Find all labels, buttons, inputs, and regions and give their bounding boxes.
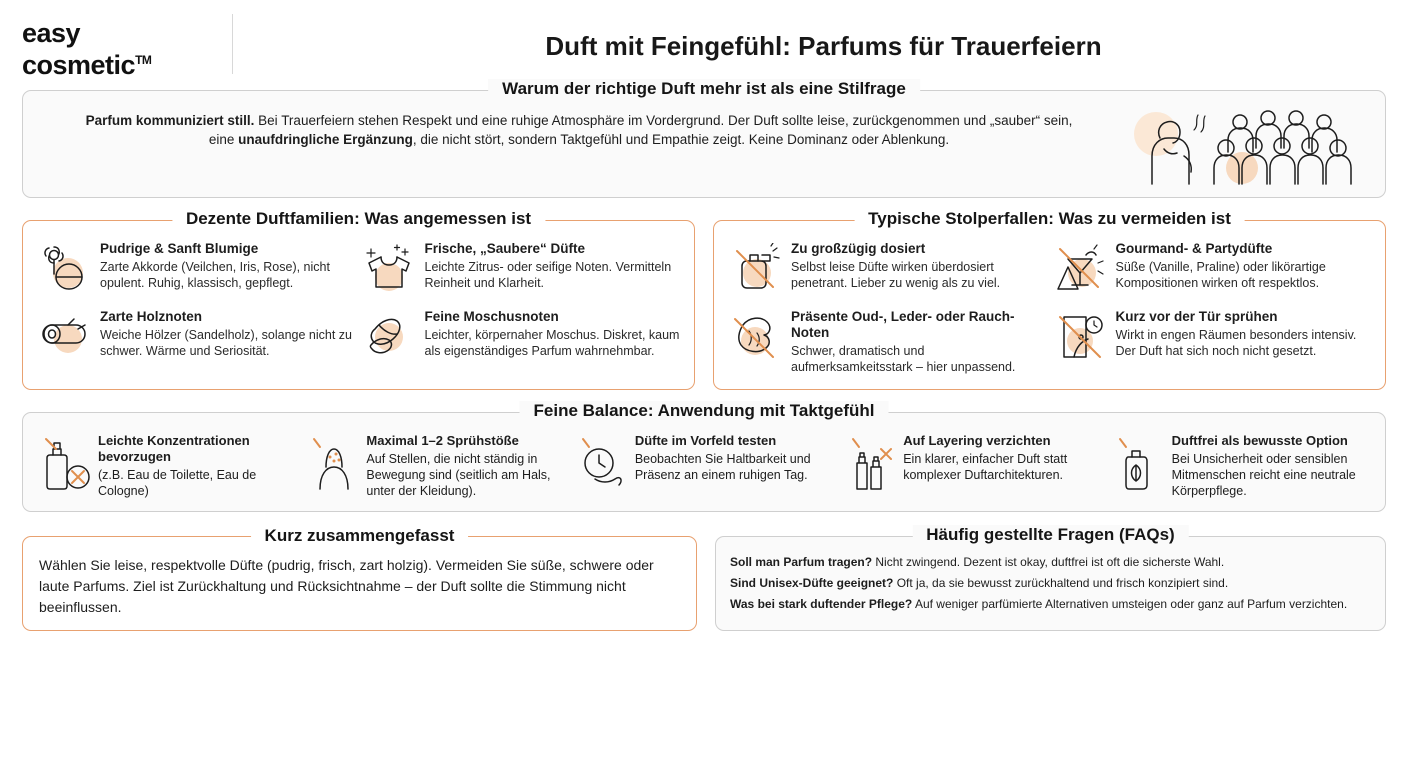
- page-title: Duft mit Feingefühl: Parfums für Trauerfeiern: [545, 30, 1102, 61]
- smoke-leather-crossed-icon: [728, 309, 782, 375]
- faq-question: Sind Unisex-Düfte geeignet?: [730, 576, 894, 590]
- families-col-left: [37, 241, 356, 375]
- spray-at-door-crossed-icon: [1053, 309, 1107, 361]
- list-item: [37, 241, 356, 293]
- item-body: Süße (Vanille, Praline) oder likörartige Kompositionen wirken oft respektlos.: [1115, 260, 1326, 290]
- header-title-wrap: [232, 14, 1386, 74]
- item-heading: Duftfrei als bewusste Option: [1171, 433, 1348, 448]
- list-item-text: [100, 309, 356, 359]
- item-heading: Präsente Oud-, Leder- oder Rauch-Noten: [791, 309, 1015, 340]
- intro-body-bold: unaufdringliche Ergänzung: [238, 132, 413, 147]
- summary-title: Kurz zusammengefasst: [251, 525, 469, 546]
- pitfalls-col-left: [728, 241, 1047, 375]
- header: [22, 14, 1386, 86]
- intro-body-end: , die nicht stört, sondern Taktgefühl und Empathie zeigt. Keine Dominanz oder Ablenkung.: [412, 132, 950, 147]
- list-item-text: [903, 433, 1100, 499]
- item-heading: Pudrige & Sanft Blumige: [100, 241, 259, 256]
- list-item: [570, 433, 838, 499]
- brand-logo: [22, 14, 232, 79]
- faq-panel: [715, 525, 1386, 631]
- fragrance-free-icon: [1113, 433, 1165, 499]
- bottom-row: [22, 525, 1386, 631]
- item-heading: Gourmand- & Partydüfte: [1115, 241, 1273, 256]
- list-item: [838, 433, 1106, 499]
- list-item-text: [100, 241, 356, 293]
- item-body: (z.B. Eau de Toilette, Eau de Cologne): [98, 468, 257, 498]
- list-item: [362, 309, 681, 359]
- light-concentration-icon: [39, 433, 91, 499]
- summary-panel: [22, 526, 697, 631]
- musk-pods-icon: [362, 309, 416, 359]
- families-col-right: [362, 241, 681, 375]
- intro-text: [41, 107, 1117, 187]
- item-heading: Frische, „Saubere“ Düfte: [424, 241, 586, 256]
- pitfalls-title: Typische Stolperfallen: Was zu vermeiden ist: [854, 209, 1245, 229]
- list-item-text: [366, 433, 563, 499]
- mourner-and-crowd-icon: [1122, 104, 1362, 190]
- item-body: Leichter, körpernaher Moschus. Diskret, kaum als eigenständiges Parfum wahrnehmbar.: [424, 328, 680, 358]
- test-clock-icon: [576, 433, 628, 499]
- list-item-text: [98, 433, 295, 499]
- two-sprays-neck-icon: [307, 433, 359, 499]
- item-body: Schwer, dramatisch und aufmerksamkeitsstark – hier unpassend.: [791, 344, 1016, 374]
- list-item: [33, 433, 301, 499]
- intro-title: Warum der richtige Duft mehr ist als eine Stilfrage: [488, 79, 920, 99]
- item-heading: Maximal 1–2 Sprühstöße: [366, 433, 519, 448]
- item-heading: Zarte Holznoten: [100, 309, 203, 324]
- item-heading: Auf Layering verzichten: [903, 433, 1051, 448]
- faq-answer: Oft ja, da sie bewusst zurückhaltend und frisch konzipiert sind.: [893, 576, 1229, 590]
- intro-illustration: [1117, 107, 1367, 187]
- list-item: [301, 433, 569, 499]
- list-item-text: [1116, 309, 1372, 361]
- middle-row: [22, 209, 1386, 390]
- perfume-bottle-crossed-icon: [728, 241, 782, 293]
- list-item-text: [425, 241, 681, 293]
- brand-line2-text: cosmetic: [22, 50, 136, 80]
- list-item: [728, 309, 1047, 375]
- faq-item: [730, 553, 1371, 572]
- item-body: Beobachten Sie Haltbarkeit und Präsenz an einem ruhigen Tag.: [634, 452, 811, 482]
- intro-panel: [22, 79, 1386, 198]
- faq-answer: Auf weniger parfümierte Alternativen umsteigen oder ganz auf Parfum verzichten.: [912, 597, 1348, 611]
- faq-question: Soll man Parfum tragen?: [730, 555, 873, 569]
- pitfalls-col-right: [1053, 241, 1372, 375]
- list-item: [1053, 309, 1372, 361]
- item-body: Weiche Hölzer (Sandelholz), solange nicht zu schwer. Wärme und Seriosität.: [100, 328, 352, 358]
- brand-line2: [22, 47, 151, 79]
- summary-text: Wählen Sie leise, respektvolle Düfte (pudrig, frisch, zart holzig). Vermeiden Sie süße, schwere oder laute Parfums. Ziel ist Zurückhaltung und Rücksichtnahme – der Duft sollte die Stimmung nicht beeinflussen.: [39, 557, 654, 615]
- intro-lead: Parfum kommuniziert still.: [85, 113, 255, 128]
- item-heading: Kurz vor der Tür sprühen: [1115, 309, 1278, 324]
- fragrance-families-panel: [22, 209, 695, 390]
- faq-answer: Nicht zwingend. Dezent ist okay, duftfrei ist oft die sicherste Wahl.: [872, 555, 1225, 569]
- item-body: Selbst leise Düfte wirken überdosiert penetrant. Lieber zu wenig als zu viel.: [791, 260, 1001, 290]
- list-item-text: [635, 433, 832, 499]
- list-item-text: [1116, 241, 1372, 293]
- item-body: Bei Unsicherheit oder sensiblen Mitmenschen reicht eine neutrale Körperpflege.: [1171, 452, 1356, 498]
- flower-icon: [37, 241, 91, 293]
- list-item-text: [791, 309, 1047, 375]
- faq-title: Häufig gestellte Fragen (FAQs): [912, 525, 1188, 545]
- brand-line1: easy: [22, 18, 81, 48]
- item-body: Ein klarer, einfacher Duft statt komplexer Duftarchitekturen.: [903, 452, 1068, 482]
- no-layering-icon: [844, 433, 896, 499]
- list-item: [362, 241, 681, 293]
- wood-log-icon: [37, 309, 91, 359]
- list-item: [728, 241, 1047, 293]
- balance-title: Feine Balance: Anwendung mit Taktgefühl: [520, 401, 889, 421]
- item-heading: Leichte Konzentrationen bevorzugen: [98, 433, 250, 464]
- list-item: [37, 309, 356, 359]
- item-body: Auf Stellen, die nicht ständig in Bewegung sind (seitlich am Hals, unter der Kleidung).: [366, 452, 551, 498]
- balance-panel: [22, 401, 1386, 512]
- list-item-text: [791, 241, 1047, 293]
- item-body: Wirkt in engen Räumen besonders intensiv. Der Duft hat sich noch nicht gesetzt.: [1115, 328, 1357, 358]
- faq-item: [730, 595, 1371, 614]
- party-cocktail-crossed-icon: [1053, 241, 1107, 293]
- item-heading: Düfte im Vorfeld testen: [634, 433, 777, 448]
- item-body: Leichte Zitrus- oder seifige Noten. Vermitteln Reinheit und Klarheit.: [424, 260, 672, 290]
- fragrance-families-title: Dezente Duftfamilien: Was angemessen ist: [172, 209, 545, 229]
- item-heading: Zu großzügig dosiert: [791, 241, 926, 256]
- list-item-text: [1172, 433, 1369, 499]
- intro-body: Bei Trauerfeiern stehen Respekt und eine ruhige Atmosphäre im Vordergrund. Der Duft sollte leise, zurückgenommen und „sauber“ sein, eine: [208, 113, 1073, 147]
- list-item: [1107, 433, 1375, 499]
- item-heading: Feine Moschusnoten: [424, 309, 559, 324]
- faq-item: [730, 574, 1371, 593]
- brand-trademark: TM: [135, 53, 152, 67]
- list-item-text: [425, 309, 681, 359]
- pitfalls-panel: [713, 209, 1386, 390]
- faq-question: Was bei stark duftender Pflege?: [730, 597, 913, 611]
- item-body: Zarte Akkorde (Veilchen, Iris, Rose), nicht opulent. Ruhig, klassisch, gepflegt.: [100, 260, 330, 290]
- list-item: [1053, 241, 1372, 293]
- fresh-shirt-icon: [362, 241, 416, 293]
